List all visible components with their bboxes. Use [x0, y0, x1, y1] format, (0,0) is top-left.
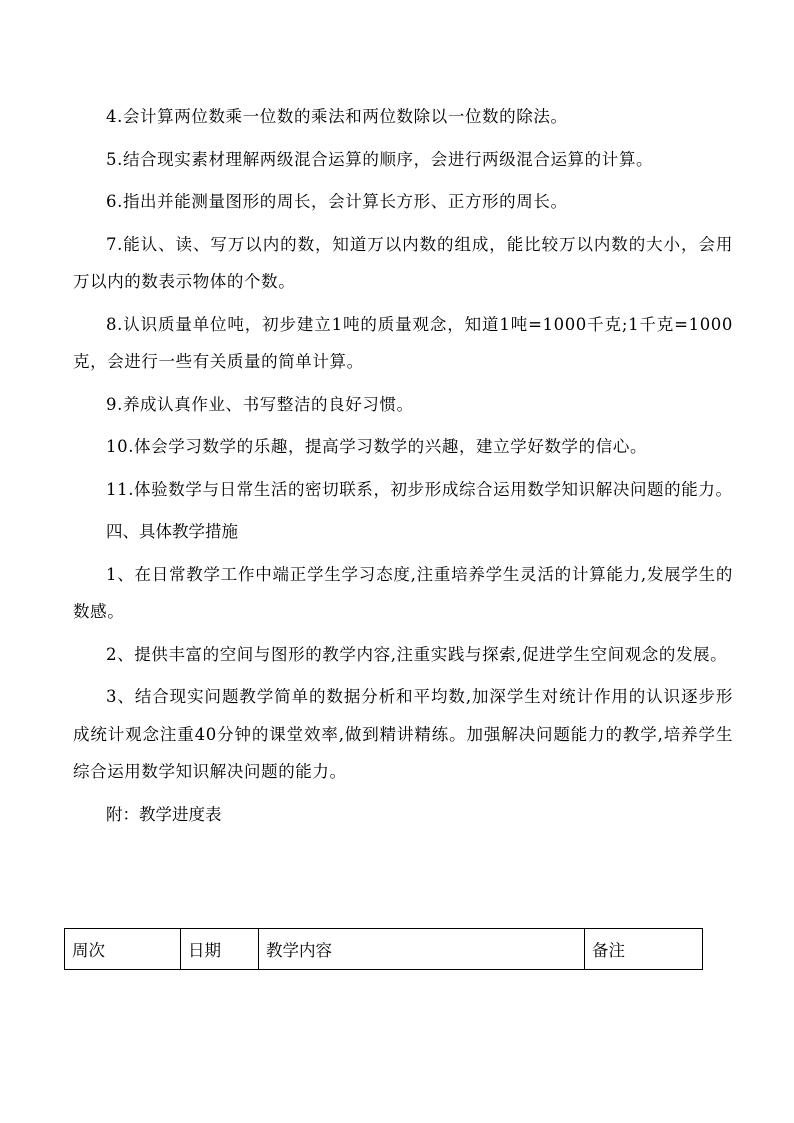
goal-item-4: 4.会计算两位数乘一位数的乘法和两位数除以一位数的除法。 — [106, 107, 568, 126]
goal-item-10: 10.体会学习数学的乐趣，提高学习数学的兴趣，建立学好数学的信心。 — [106, 437, 648, 456]
goal-item-6: 6.指出并能测量图形的周长，会计算长方形、正方形的周长。 — [106, 192, 568, 211]
header-content: 教学内容 — [259, 929, 585, 970]
goal-item-11: 11.体验数学与日常生活的密切联系，初步形成综合运用数学知识解决问题的能力。 — [106, 479, 733, 499]
appendix-label: 附：教学进度表 — [106, 804, 222, 824]
header-date: 日期 — [181, 929, 259, 970]
section-heading: 四、具体教学措施 — [106, 522, 238, 541]
measure-item-2: 2、提供丰富的空间与图形的教学内容,注重实践与探索,促进学生空间观念的发展。 — [106, 644, 728, 664]
schedule-table — [64, 928, 703, 970]
table-header-row — [65, 929, 703, 970]
document-body — [73, 98, 733, 838]
header-week: 周次 — [65, 929, 181, 970]
goal-item-5: 5.结合现实素材理解两级混合运算的顺序，会进行两级混合运算的计算。 — [106, 149, 654, 169]
header-notes: 备注 — [585, 929, 703, 970]
goal-item-8: 8.认识质量单位吨，初步建立1吨的质量观念，知道1吨=1000千克;1千克=1000克，会进行一些有关质量的简单计算。 — [73, 314, 733, 371]
goal-item-7: 7.能认、读、写万以内的数，知道万以内数的组成，能比较万以内数的大小，会用万以内的数表示物体的个数。 — [73, 234, 733, 291]
goal-item-9: 9.养成认真作业、书写整洁的良好习惯。 — [106, 394, 414, 414]
measure-item-1: 1、在日常教学工作中端正学生学习态度,注重培养学生灵活的计算能力,发展学生的数感。 — [73, 564, 733, 621]
measure-item-3: 3、结合现实问题教学简单的数据分析和平均数,加深学生对统计作用的认识逐步形成统计观念注重40分钟的课堂效率,做到精讲精练。加强解决问题能力的教学,培养学生综合运用数学知识解决问题的能力。 — [73, 687, 733, 781]
schedule-table-wrapper — [64, 928, 703, 970]
